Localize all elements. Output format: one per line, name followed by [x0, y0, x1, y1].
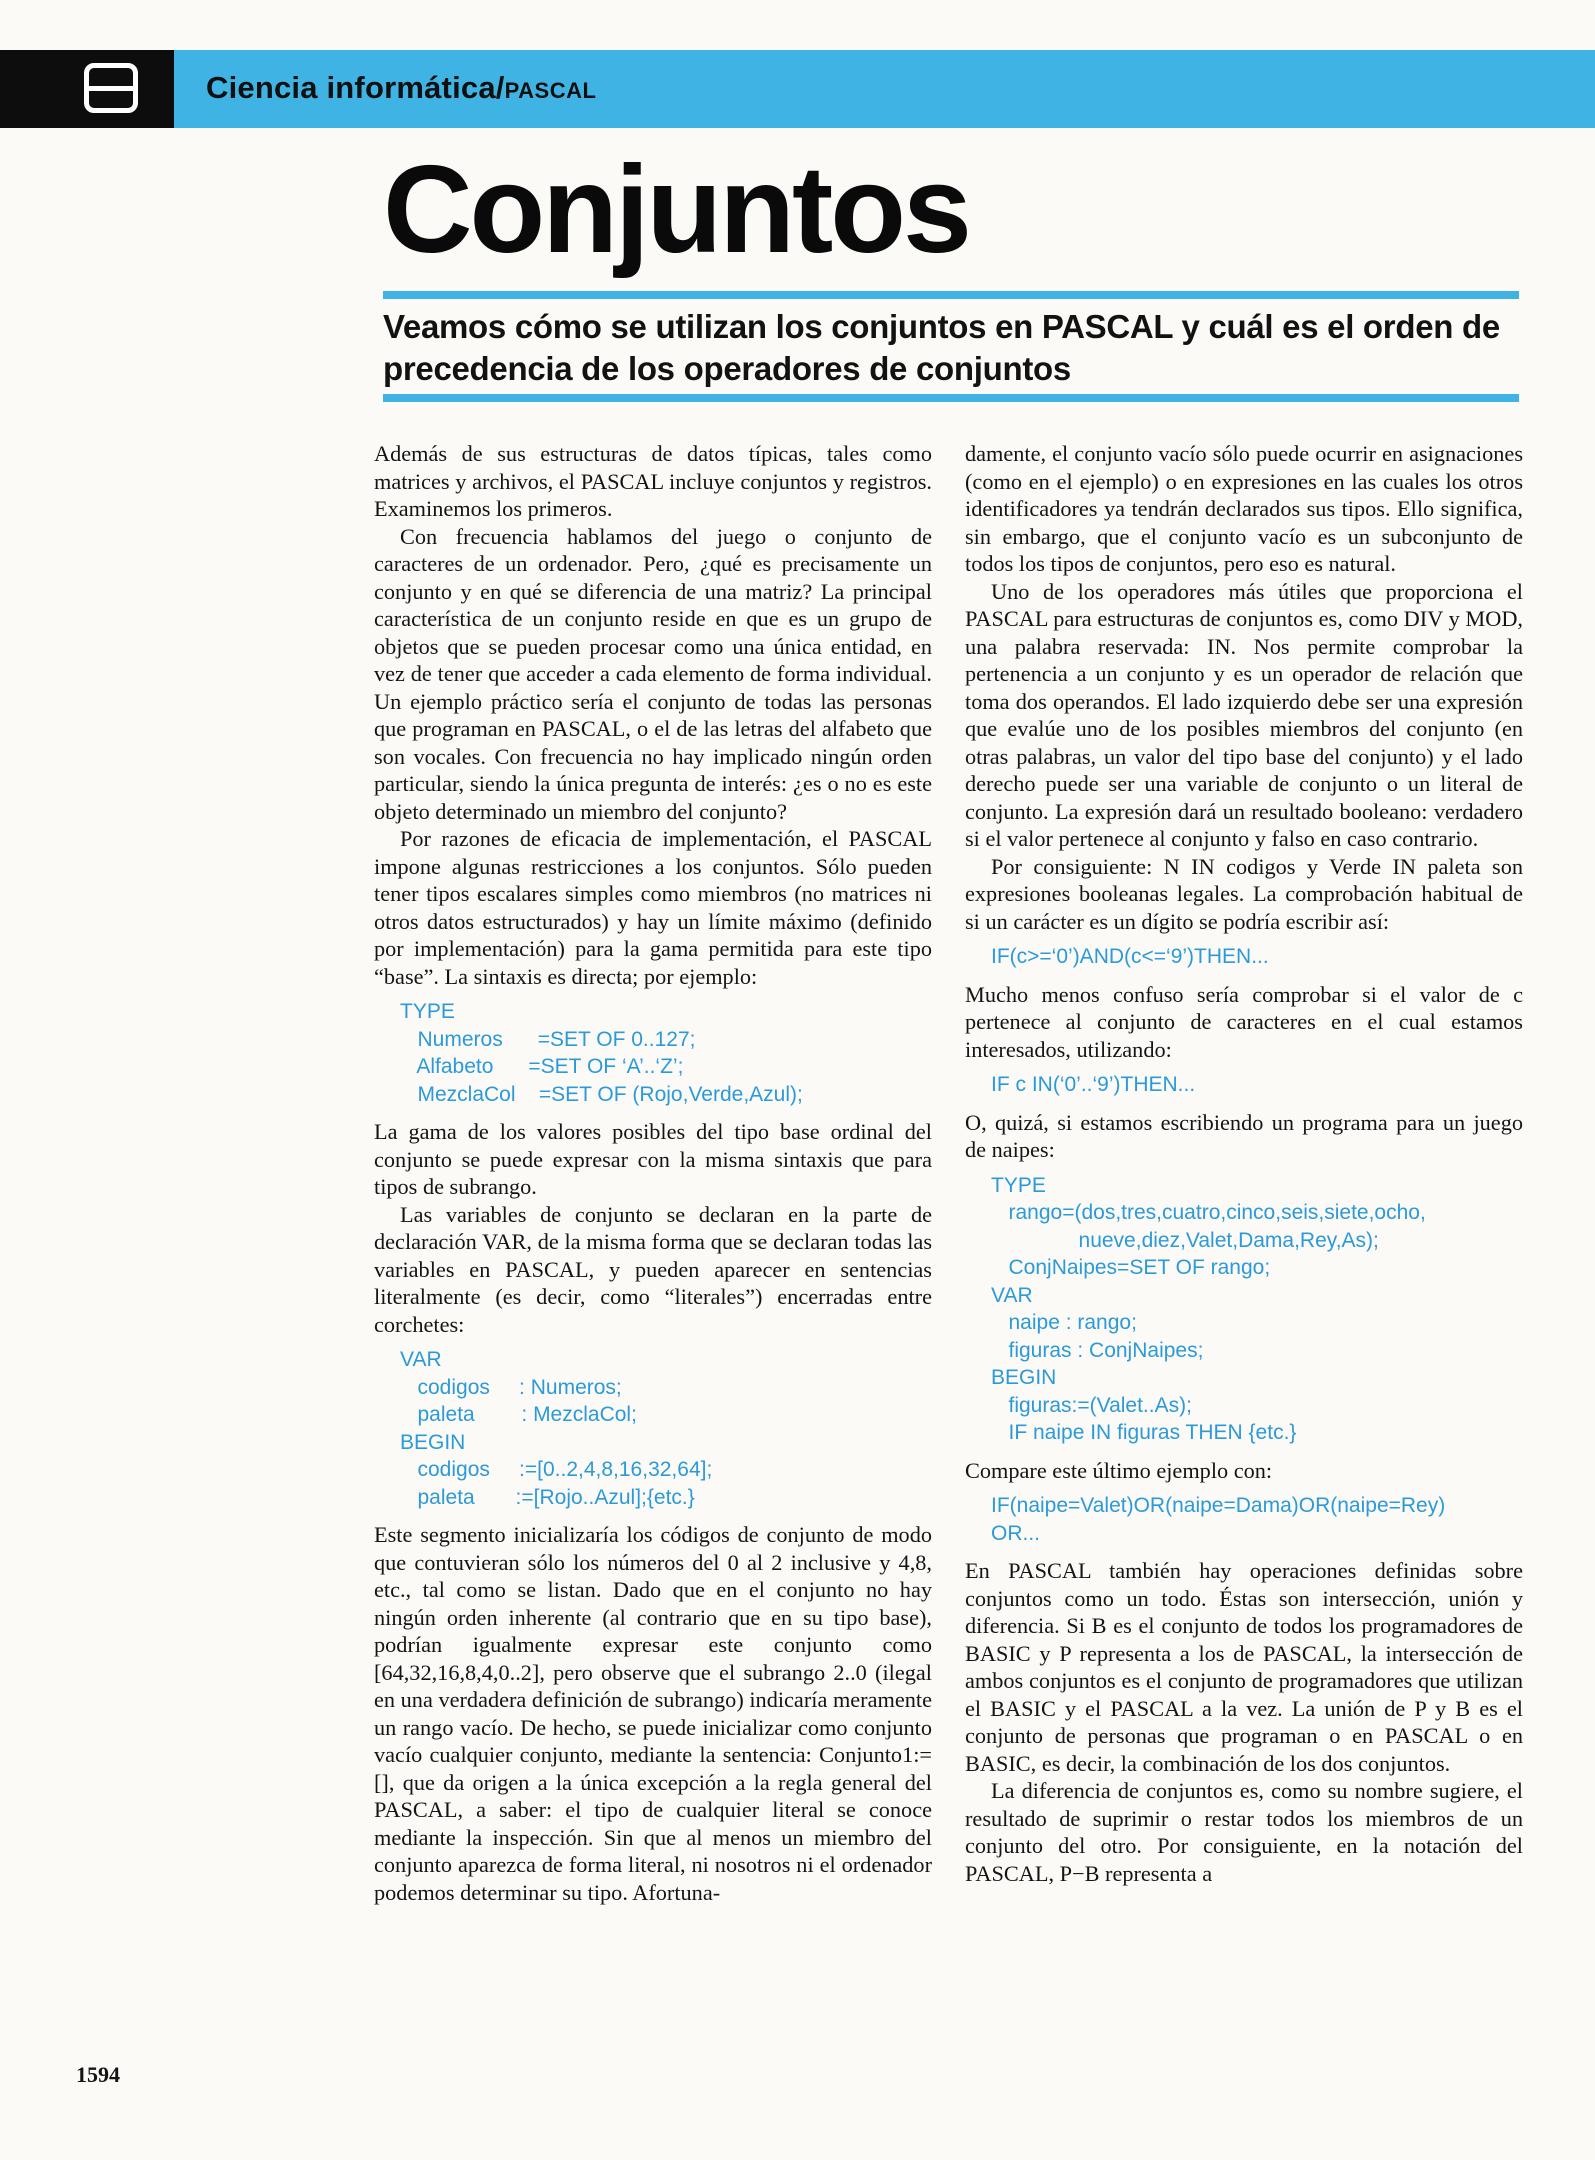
code-block-digit-check [965, 943, 1523, 971]
code-line: figuras:=(Valet..As); [991, 1393, 1192, 1417]
section-title: Ciencia informática/PASCAL [206, 70, 597, 105]
paragraph: Mucho menos confuso sería comprobar si el valor de c pertenece al conjunto de caracteres en el cual estamos interesados, utilizando: [965, 981, 1523, 1062]
code-line: codigos : Numeros; [400, 1375, 622, 1399]
section-header-bar [0, 50, 1595, 128]
code-line: IF c IN(‘0’..‘9’)THEN... [991, 1073, 1196, 1096]
code-line: ConjNaipes=SET OF rango; [991, 1256, 1271, 1279]
section-icon-box [0, 50, 174, 128]
code-line: paleta :=[Rojo..Azul];{etc.} [400, 1485, 695, 1509]
code-line: paleta : MezclaCol; [400, 1403, 637, 1426]
code-block-in-check [965, 1071, 1523, 1099]
title-rule-top [383, 291, 1519, 299]
code-line: IF(c>=‘0’)AND(c<=‘9’)THEN... [991, 945, 1269, 968]
paragraph: O, quizá, si estamos escribiendo un programa para un juego de naipes: [965, 1109, 1523, 1162]
paragraph: Con frecuencia hablamos del juego o conjunto de caracteres de un ordenador. Pero, ¿qué es precisamente un conjunto y en qué se diferencia de una matriz? La principal característica de un conjunto reside en que es un grupo de objetos que se pueden procesar como una única entidad, en vez de tener que acceder a cada elemento de forma individual. Un ejemplo práctico sería el conjunto de todas las personas que programan en PASCAL, o el de las letras del alfabeto que son vocales. Con frecuencia no hay implicado ningún orden particular, siendo la única pregunta de interés: ¿es o no es este objeto determinado un miembro del conjunto? [374, 523, 932, 824]
code-line: rango=(dos,tres,cuatro,cinco,seis,siete,ocho, [991, 1201, 1426, 1224]
paragraph: damente, el conjunto vacío sólo puede ocurrir en asignaciones (como en el ejemplo) o en expresiones en las cuales los otros identificadores ya tendrán declarados sus tipos. Ello significa, sin embargo, que el conjunto vacío es un subconjunto de todos los tipos de conjuntos, pero eso es natural. [965, 441, 1523, 576]
paragraph: En PASCAL también hay operaciones definidas sobre conjuntos como un todo. Éstas son intersección, unión y diferencia. Si B es el conjunto de todos los programadores de BASIC y P representa a los de PASCAL, la intersección de ambos conjuntos es el conjunto de programadores que utilizan el BASIC y el PASCAL a la vez. La unión de P y B es el conjunto de personas que programan o en PASCAL o en BASIC, es decir, la combinación de los dos conjuntos. [965, 1558, 1523, 1776]
paragraph: Las variables de conjunto se declaran en la parte de declaración VAR, de la misma forma que se declaran todas las variables en PASCAL, y pueden aparecer en sentencias literalmente (es decir, como “literales”) encerradas entre corchetes: [374, 1201, 932, 1337]
right-column [965, 440, 1523, 1887]
paragraph: Por razones de eficacia de implementación, el PASCAL impone algunas restricciones a los conjuntos. Sólo pueden tener tipos escalares simples como miembros (no matrices ni otros datos estructurados) y hay un límite máximo (definido por implementación) para la gama permitida para este tipo “base”. La sintaxis es directa; por ejemplo: [374, 826, 932, 989]
code-line: Alfabeto =SET OF ‘A’..‘Z’; [400, 1055, 684, 1078]
computer-screen-icon [84, 63, 138, 113]
code-line: IF naipe IN figuras THEN {etc.} [991, 1421, 1297, 1444]
code-line: nueve,diez,Valet,Dama,Rey,As); [991, 1228, 1379, 1252]
code-line: BEGIN [991, 1366, 1057, 1389]
code-line: VAR [400, 1348, 442, 1371]
paragraph: Uno de los operadores más útiles que proporciona el PASCAL para estructuras de conjuntos es, como DIV y MOD, una palabra reservada: IN. Nos permite comprobar la pertenencia a un conjunto y es un operador de relación que toma dos operandos. El lado izquierdo debe ser una expresión que evalúe uno de los posibles miembros del conjunto (en otras palabras, un valor del tipo base del conjunto) y el lado derecho puede ser una variable de conjunto o un literal de conjunto. La expresión dará un resultado booleano: verdadero si el valor pertenece al conjunto y falso en caso contrario. [965, 578, 1523, 851]
code-block-or-chain [965, 1492, 1523, 1547]
code-line: codigos :=[0..2,4,8,16,32,64]; [400, 1458, 713, 1481]
code-line: TYPE [400, 1000, 455, 1023]
code-line: BEGIN [400, 1430, 466, 1454]
paragraph: La diferencia de conjuntos es, como su nombre sugiere, el resultado de suprimir o restar todos los miembros de un conjunto del otro. Por consiguiente, en la notación del PASCAL, P−B representa a [965, 1778, 1523, 1886]
left-column [374, 440, 932, 1906]
page-number: 1594 [76, 2062, 120, 2087]
code-line: TYPE [991, 1173, 1046, 1197]
paragraph: Además de sus estructuras de datos típicas, tales como matrices y archivos, el PASCAL incluye conjuntos y registros. Examinemos los primeros. [374, 441, 932, 521]
article-subtitle: Veamos cómo se utilizan los conjuntos en PASCAL y cuál es el orden de precedencia de los operadores de conjuntos [383, 308, 1500, 387]
code-block-type [374, 998, 932, 1108]
code-block-var [374, 1346, 932, 1511]
paragraph: Este segmento inicializaría los códigos de conjunto de modo que contuvieran sólo los números del 0 al 2 inclusive y 4,8, etc., tal como se listan. Dado que en el conjunto no hay ningún orden inherente (al contrario que en su tipo base), podrían igualmente expresar este conjunto como [64,32,16,8,4,0..2], pero observe que el subrango 2..0 (ilegal en una verdadera definición de subrango) indicaría meramente un rango vacío. De hecho, se puede inicializar como conjunto vacío cualquier conjunto, mediante la sentencia: Conjunto1:=[], que da origen a la única excepción a la regla general del PASCAL, a saber: el tipo de cualquier literal se conoce mediante la inspección. Sin que al menos un miembro del conjunto aparezca de forma literal, ni nosotros ni el ordenador podemos determinar su tipo. Afortuna- [374, 1522, 932, 1905]
code-block-naipes [965, 1172, 1523, 1447]
code-line: naipe : rango; [991, 1311, 1137, 1334]
code-line: OR... [991, 1521, 1041, 1545]
code-line: Numeros =SET OF 0..127; [400, 1027, 696, 1051]
title-rule-bottom [383, 394, 1519, 402]
page-title: Conjuntos [383, 141, 969, 279]
code-line: figuras : ConjNaipes; [991, 1338, 1204, 1362]
code-line: VAR [991, 1283, 1033, 1307]
code-line: MezclaCol =SET OF (Rojo,Verde,Azul); [400, 1082, 803, 1106]
paragraph: Compare este último ejemplo con: [965, 1457, 1273, 1483]
paragraph: La gama de los valores posibles del tipo base ordinal del conjunto se puede expresar con la misma sintaxis que para tipos de subrango. [374, 1119, 932, 1199]
code-line: IF(naipe=Valet)OR(naipe=Dama)OR(naipe=Rey) [991, 1494, 1446, 1517]
paragraph: Por consiguiente: N IN codigos y Verde IN paleta son expresiones booleanas legales. La comprobación habitual de si un carácter es un dígito se podría escribir así: [965, 853, 1523, 934]
